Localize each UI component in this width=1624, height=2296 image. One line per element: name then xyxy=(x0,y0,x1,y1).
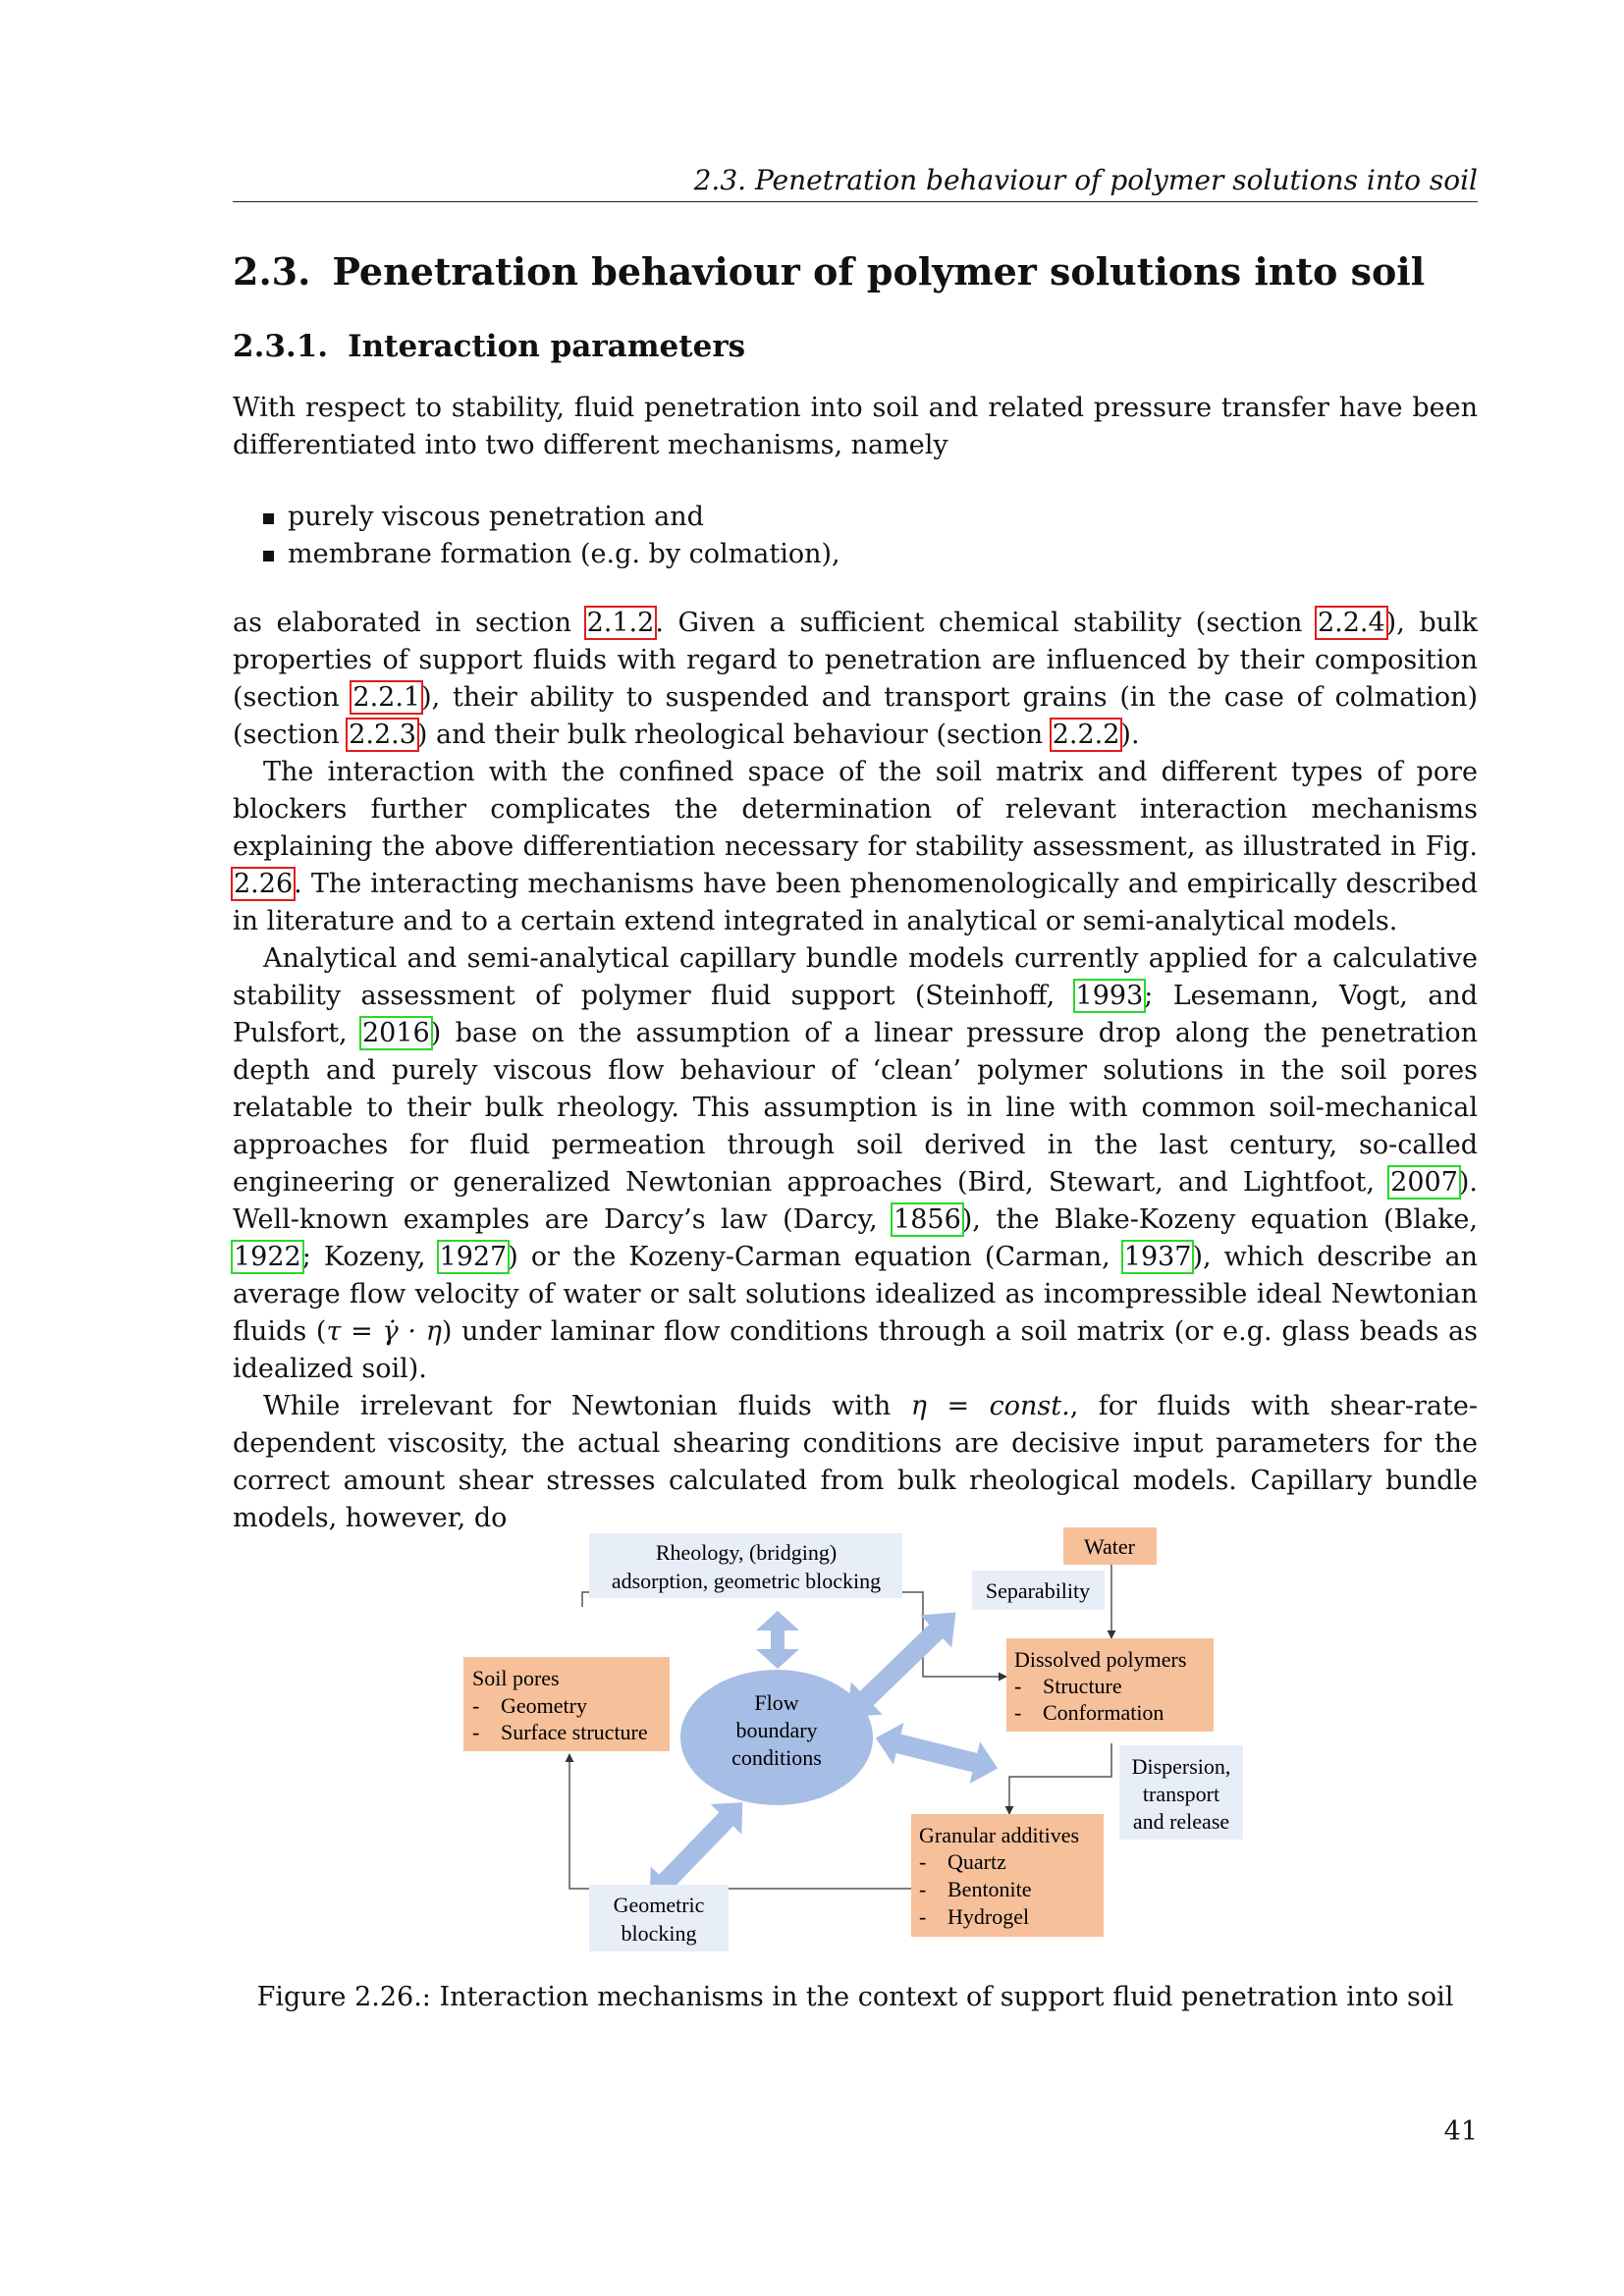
svg-text:Geometry: Geometry xyxy=(501,1693,587,1718)
citation-link[interactable]: 1856 xyxy=(893,1204,961,1235)
svg-text:Soil pores: Soil pores xyxy=(472,1666,560,1690)
citation-link[interactable]: 1937 xyxy=(1123,1242,1192,1272)
svg-text:Conformation: Conformation xyxy=(1043,1700,1164,1725)
svg-text:Bentonite: Bentonite xyxy=(947,1877,1032,1901)
svg-text:-: - xyxy=(1014,1674,1022,1698)
section-number: 2.3. xyxy=(233,249,311,294)
citation-link[interactable]: 1993 xyxy=(1075,981,1144,1011)
rheology-box xyxy=(589,1533,902,1598)
section-link[interactable]: 2.2.1 xyxy=(352,682,421,713)
paragraph-3: The interaction with the confined space of the soil matrix and different types of pore blockers further complicates the determination of relevant interaction mechanisms explaining the above differentiation necessary for stability assessment, as illustrated in Fig. 2.26. The interacting mechanisms have been phenomenologically and empirically described in literature and to a certain extend integrated in analytical or semi-analytical models. xyxy=(233,757,1478,936)
svg-text:conditions: conditions xyxy=(731,1745,822,1770)
section-link[interactable]: 2.2.3 xyxy=(349,720,416,750)
citation-link[interactable]: 2016 xyxy=(361,1018,430,1048)
svg-text:Dissolved polymers: Dissolved polymers xyxy=(1014,1647,1187,1672)
soil-pores-box xyxy=(463,1657,670,1751)
math-formula: τ = γ̇ · η xyxy=(326,1316,442,1347)
section-link[interactable]: 2.2.2 xyxy=(1052,720,1120,750)
separability-box xyxy=(972,1571,1105,1610)
geometric-blocking-box xyxy=(589,1885,729,1951)
double-arrow-vertical-icon xyxy=(756,1611,799,1669)
svg-text:-: - xyxy=(919,1877,927,1901)
paragraph-1: With respect to stability, fluid penetration into soil and related pressure transfer have been differentiated into two different mechanisms, namely xyxy=(233,393,1478,460)
page-number: 41 xyxy=(1443,2116,1478,2147)
svg-text:Dispersion,: Dispersion, xyxy=(1131,1754,1231,1779)
svg-text:blocking: blocking xyxy=(621,1921,697,1946)
running-head: 2.3. Penetration behaviour of polymer solutions into soil xyxy=(693,164,1478,196)
math-formula: η = const. xyxy=(910,1391,1070,1421)
svg-text:adsorption, geometric blocking: adsorption, geometric blocking xyxy=(611,1569,882,1593)
svg-text:-: - xyxy=(1014,1700,1022,1725)
svg-text:-: - xyxy=(919,1904,927,1929)
list-item: purely viscous penetration and xyxy=(233,499,1478,536)
svg-text:Rheology, (bridging): Rheology, (bridging) xyxy=(655,1540,838,1565)
dissolved-polymers-box xyxy=(1006,1638,1214,1732)
subsection-title: Interaction parameters xyxy=(348,329,746,364)
svg-text:boundary: boundary xyxy=(735,1718,818,1742)
svg-text:Granular additives: Granular additives xyxy=(919,1823,1080,1847)
svg-text:-: - xyxy=(472,1720,480,1744)
granular-additives-box xyxy=(911,1814,1104,1937)
svg-text:Water: Water xyxy=(1084,1534,1135,1559)
section-link[interactable]: 2.2.4 xyxy=(1317,608,1385,638)
paragraph-5: While irrelevant for Newtonian fluids with η = const., for fluids with shear-rate-dependent viscosity, the actual shearing conditions are decisive input parameters for the correct amount shear stresses calculated from bulk rheological models. Capillary bundle models, however, do xyxy=(233,1391,1478,1533)
svg-text:-: - xyxy=(472,1693,480,1718)
svg-text:Flow: Flow xyxy=(754,1690,799,1715)
double-arrow-right-icon xyxy=(871,1717,1003,1789)
figure-caption: Figure 2.26.: Interaction mechanisms in the context of support fluid penetration into soil xyxy=(256,1982,1454,2012)
paragraph-2: as elaborated in section 2.1.2. Given a sufficient chemical stability (section 2.2.4), bulk properties of support fluids with regard to penetration are influenced by their composition (section 2.2.1), their ability to suspended and transport grains (in the case of colmation) (section 2.2.3) and their bulk rheological behaviour (section 2.2.2). xyxy=(233,608,1479,750)
svg-text:Quartz: Quartz xyxy=(947,1849,1006,1874)
water-box xyxy=(1063,1527,1157,1565)
svg-text:Surface structure: Surface structure xyxy=(501,1720,648,1744)
subsection-number: 2.3.1. xyxy=(233,329,329,364)
svg-text:Geometric: Geometric xyxy=(613,1893,705,1917)
list-item: membrane formation (e.g. by colmation), xyxy=(233,536,1478,573)
section-link[interactable]: 2.1.2 xyxy=(586,608,655,638)
svg-text:and release: and release xyxy=(1132,1809,1230,1834)
flow-conditions-ellipse xyxy=(680,1670,873,1805)
svg-text:-: - xyxy=(919,1849,927,1874)
dispersion-box xyxy=(1119,1745,1243,1840)
paragraph-4: Analytical and semi-analytical capillary bundle models currently applied for a calculative stability assessment of polymer fluid support (Steinhoff, 1993; Lesemann, Vogt, and Pulsfort, 2016) base on the assumption of a linear pressure drop along the penetration depth and purely viscous flow behaviour of ‘clean’ polymer solutions in the soil pores relatable to their bulk rheology. This assumption is in line with common soil-mechanical approaches for fluid permeation through soil derived in the last century, so-called engineering or generalized Newtonian approaches (Bird, Stewart, and Lightfoot, 2007). Well-known examples are Darcy’s law (Darcy, 1856), the Blake-Kozeny equation (Blake, 1922; Kozeny, 1927) or the Kozeny-Carman equation (Carman, 1937), which describe an average flow velocity of water or salt solutions idealized as incompressible ideal Newtonian fluids (τ = γ̇ · η) under laminar flow conditions through a soil matrix (or e.g. glass beads as idealized soil). xyxy=(233,943,1478,1384)
svg-text:Separability: Separability xyxy=(985,1578,1091,1603)
svg-text:transport: transport xyxy=(1142,1782,1220,1806)
citation-link[interactable]: 1927 xyxy=(439,1242,508,1272)
figure-link[interactable]: 2.26 xyxy=(234,869,294,899)
citation-link[interactable]: 2007 xyxy=(1390,1167,1458,1198)
section-title: Penetration behaviour of polymer solutions into soil xyxy=(332,249,1426,294)
svg-text:Hydrogel: Hydrogel xyxy=(947,1904,1030,1929)
citation-link[interactable]: 1922 xyxy=(234,1242,301,1272)
connector-line xyxy=(1009,1743,1111,1814)
svg-text:Structure: Structure xyxy=(1043,1674,1122,1698)
